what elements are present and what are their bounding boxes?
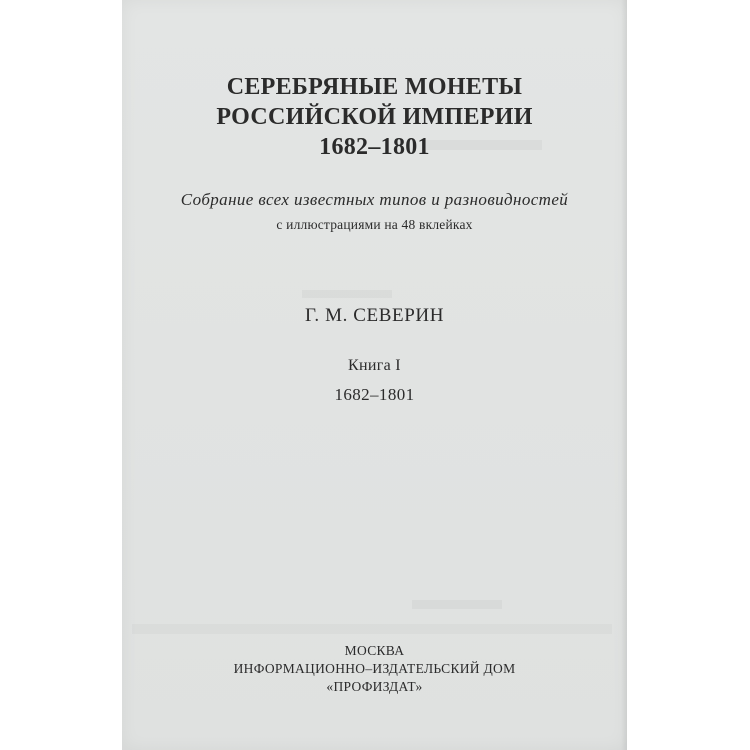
page-edge-shadow (621, 0, 627, 750)
book-subtitle: Собрание всех известных типов и разновидностей (180, 190, 569, 209)
show-through-mark (412, 600, 502, 609)
author-name: Г. М. СЕВЕРИН (304, 305, 445, 326)
volume-years: 1682–1801 (334, 385, 415, 404)
show-through-mark (132, 624, 612, 634)
title-page (122, 0, 627, 750)
publisher-name: «ПРОФИЗДАТ» (326, 679, 423, 694)
publisher-house: ИНФОРМАЦИОННО–ИЗДАТЕЛЬСКИЙ ДОМ (233, 661, 516, 676)
volume-label: Книга I (348, 357, 401, 374)
book-title-line-2: РОССИЙСКОЙ ИМПЕРИИ (216, 104, 533, 130)
book-title-years: 1682–1801 (319, 134, 430, 160)
publisher-city: МОСКВА (344, 643, 405, 658)
book-title-line-1: СЕРЕБРЯНЫЕ МОНЕТЫ (226, 74, 523, 100)
show-through-mark (302, 290, 392, 298)
illustrations-note: с иллюстрациями на 48 вклейках (276, 217, 473, 232)
